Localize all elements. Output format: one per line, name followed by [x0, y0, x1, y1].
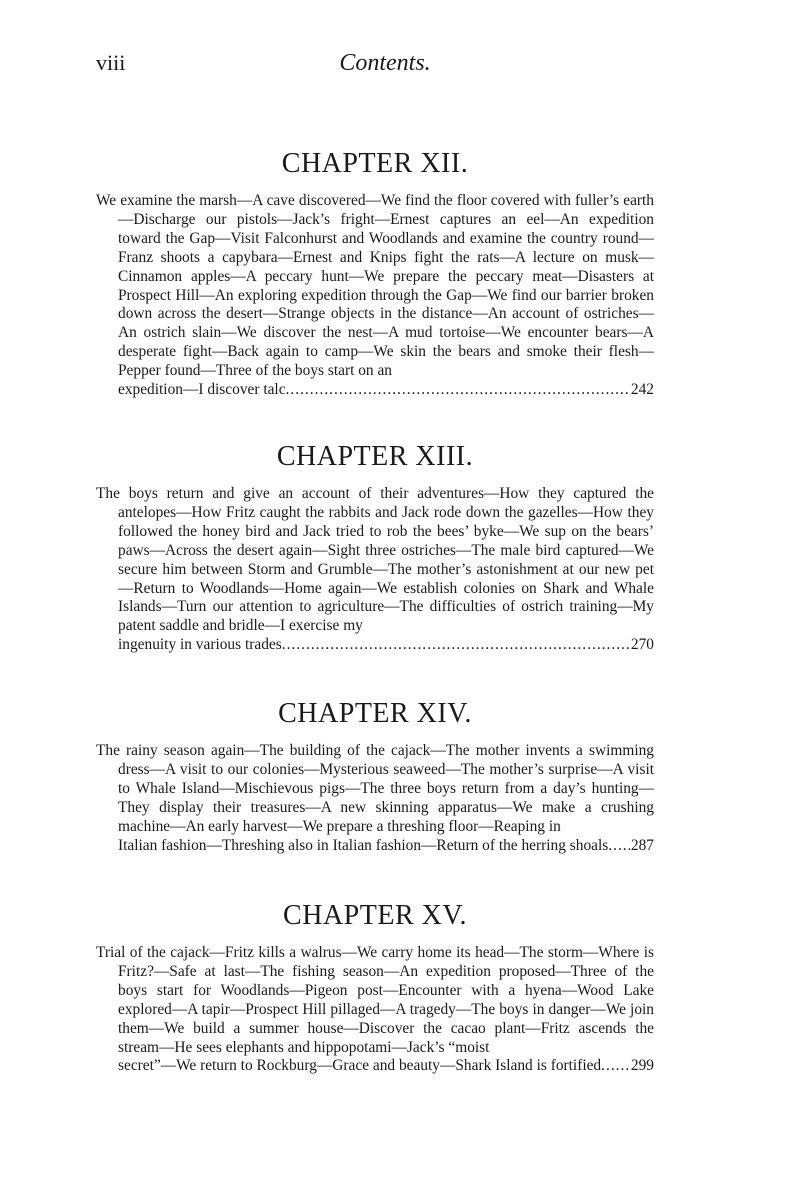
chapter-xiii [96, 441, 654, 655]
page-number: viii [96, 50, 126, 75]
dot-leader [613, 837, 630, 856]
chapter-xii [96, 148, 654, 400]
summary-last-line: expedition—I discover talc. [118, 381, 290, 399]
dot-leader [606, 1057, 630, 1076]
chapter-title: CHAPTER XII. [281, 148, 469, 179]
chapter-xiv [96, 698, 654, 855]
page-reference: 287 [630, 836, 654, 854]
chapter-title: CHAPTER XIV. [278, 698, 472, 729]
chapter-summary: The boys return and give an account of their adventures—How they captured the antelopes—How Fritz caught the rabbits and Jack rode down the gazelles—How they followed the honey bird and Jack tried to rob the bees’ byke—We sup on the bears’ paws—Across the desert again—Sight three ostriches—The male bird captured—We secure him between Storm and Grumble—The mother’s astonishment at our new pet—Return to Woodlands—Home again—We establish colonies on Shark and Whale Islands—Turn our attention to agriculture—The difficulties of ostrich training—My patent saddle and bridle—I exercise my [96, 485, 654, 635]
page-reference: 242 [630, 381, 654, 399]
summary-last-line: Italian fashion—Threshing also in Italian fashion—Return of the herring shoals. [118, 836, 613, 854]
summary-last-line: ingenuity in various trades. [118, 636, 286, 654]
chapter-title: CHAPTER XV. [283, 900, 467, 931]
chapter-summary: We examine the marsh—A cave discovered—We find the floor covered with fuller’s earth—Discharge our pistols—Jack’s fright—Ernest captures an eel—An expedition toward the Gap—Visit Falconhurst and Woodlands and examine the country round—Franz shoots a capybara—Ernest and Knips fight the rats—A lecture on musk—Cinnamon apples—A peccary hunt—We prepare the peccary meat—Disasters at Prospect Hill—An exploring expedition through the Gap—We find our barrier broken down across the desert—Strange objects in the distance—An account of ostriches—An ostrich slain—We discover the nest—A mud tortoise—We encounter bears—A desperate fight—Back again to camp—We skin the bears and smoke their flesh—Pepper found—Three of the boys start on an [96, 192, 654, 380]
toc-entry-line[interactable] [96, 381, 654, 400]
chapter-title: CHAPTER XIII. [276, 441, 474, 472]
toc-entry-line[interactable] [96, 636, 654, 655]
page-reference: 299 [630, 1057, 654, 1075]
dot-leader [290, 381, 630, 400]
dot-leader [287, 636, 630, 655]
chapter-xv [96, 900, 654, 1076]
running-title: Contents. [339, 50, 431, 76]
toc-entry-line[interactable] [96, 1057, 654, 1076]
chapter-summary: Trial of the cajack—Fritz kills a walrus—We carry home its head—The storm—Where is Fritz?—Safe at last—The fishing season—An expedition proposed—Three of the boys start for Woodlands—Pigeon post—Encounter with a hyena—Wood Lake explored—A tapir—Prospect Hill pillaged—A tragedy—The boys in danger—We join them—We build a summer house—Discover the cacao plant—Fritz ascends the stream—He sees elephants and hippopotami—Jack’s “moist [96, 944, 654, 1056]
summary-last-line: secret”—We return to Rockburg—Grace and beauty—Shark Island is fortified. [118, 1057, 605, 1075]
chapter-summary: The rainy season again—The building of the cajack—The mother invents a swimming dress—A visit to our colonies—Mysterious seaweed—The mother’s surprise—A visit to Whale Island—Mischievous pigs—The three boys return from a day’s hunting—They display their treasures—A new skinning apparatus—We make a crushing machine—An early harvest—We prepare a threshing floor—Reaping in [96, 742, 654, 835]
page-reference: 270 [630, 636, 654, 654]
toc-entry-line[interactable] [96, 837, 654, 856]
